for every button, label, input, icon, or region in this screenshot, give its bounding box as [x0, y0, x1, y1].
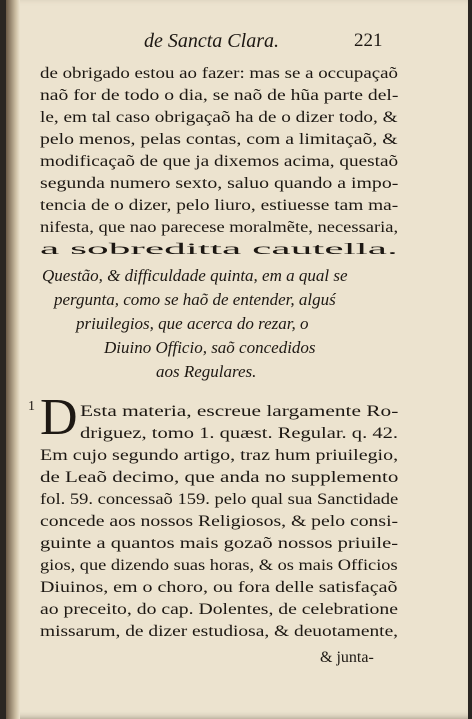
section-heading-line: Diuino Officio, saõ concedidos — [104, 338, 316, 357]
section-marker: 1 — [28, 399, 35, 414]
text-line: de obrigado estou ao fazer: mas se a occupaçaõ — [40, 65, 398, 82]
text-line: Em cujo segundo artigo, traz hum priuilegio, — [40, 447, 399, 464]
text-line: naõ for de todo o dia, se naõ de hũa parte del- — [40, 87, 399, 104]
text-line: de Leaõ decimo, que anda no supplemento — [40, 469, 399, 486]
page-number: 221 — [354, 30, 383, 51]
text-line: pelo menos, pelas contas, com a limitaçaõ, & — [40, 131, 398, 148]
text-line: guinte a quantos mais gozaõ nossos priuile- — [40, 535, 399, 552]
text-line: Esta materia, escreue largamente Ro- — [80, 403, 399, 420]
text-line: missarum, de dizer estudiosa, & deuotamente, — [40, 623, 399, 640]
section-heading-line: pergunta, como se haõ de entender, alguś — [54, 290, 336, 309]
running-head: de Sancta Clara. — [144, 30, 279, 52]
text-line: a sobreditta cautella. — [40, 241, 398, 258]
section-heading-line: priuilegios, que acerca do rezar, o — [76, 314, 309, 333]
book-page — [6, 0, 468, 719]
text-line: ao preceito, do cap. Dolentes, de celebratione — [40, 601, 398, 618]
section-heading-line: Questão, & difficuldade quinta, em a qual se — [42, 266, 348, 285]
text-line: nifesta, que nao parecese moralmẽte, necessaria, — [40, 219, 399, 236]
text-line: segunda numero sexto, saluo quando a impo- — [40, 175, 399, 192]
text-line: le, em tal caso obrigaçaõ ha de o dizer todo, & — [40, 109, 398, 126]
catchword: & junta- — [320, 649, 374, 666]
section-heading-line: aos Regulares. — [156, 362, 257, 381]
text-line: tencia de o dizer, pelo liuro, estiuesse tam ma- — [40, 197, 399, 214]
text-line: Diuinos, em o choro, ou fora delle satisfaçaõ — [40, 579, 398, 596]
text-line: concede aos nossos Religiosos, & pelo consi- — [40, 513, 399, 530]
text-line: fol. 59. concessaõ 159. pelo qual sua Sanctidade — [40, 491, 399, 508]
text-line: gios, que dizendo suas horas, & os mais Officios — [40, 557, 398, 574]
binding-gutter — [6, 0, 20, 719]
text-line: modificaçaõ de que ja dixemos acima, questaõ — [40, 153, 399, 170]
drop-cap: D — [40, 389, 78, 446]
text-line: driguez, tomo 1. quæst. Regular. q. 42. — [80, 425, 398, 442]
